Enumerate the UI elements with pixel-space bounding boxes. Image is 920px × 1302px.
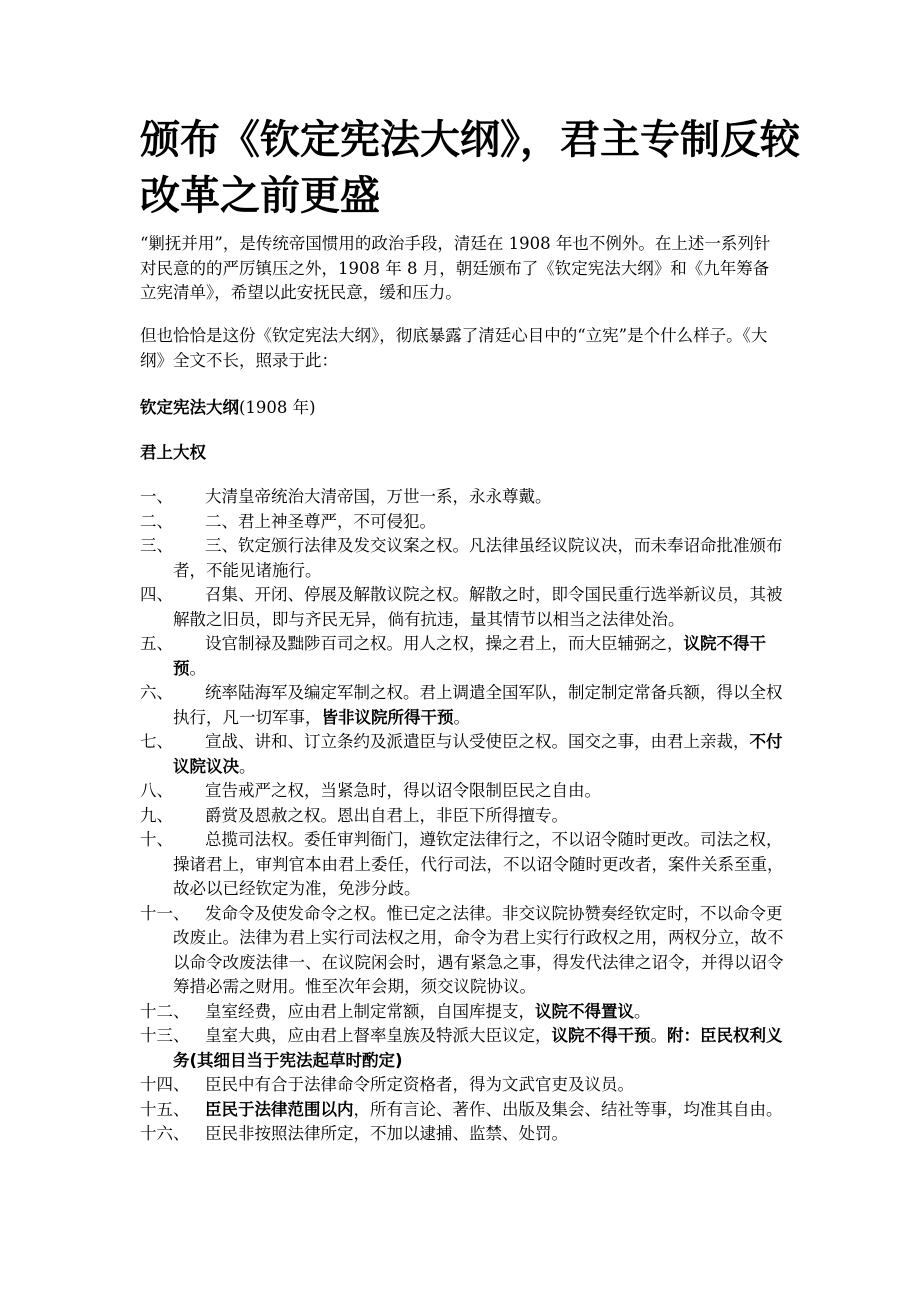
article-text (173, 1024, 785, 1073)
article-text-segment: 大清皇帝统治大清帝国，万世一系，永永尊戴。 (205, 487, 552, 506)
article-list (140, 485, 785, 1147)
article-item (140, 583, 785, 632)
article-text (173, 1122, 785, 1147)
article-text (173, 902, 785, 1000)
article-item (140, 485, 785, 510)
article-text (173, 534, 785, 583)
article-number: 十六、 (140, 1124, 190, 1143)
article-number: 十五、 (140, 1099, 190, 1119)
intro-paragraph-2: 但也恰恰是这份《钦定宪法大纲》，彻底暴露了清廷心目中的“立宪”是个什么样子。《大纲》全文不长，照录于此： (140, 326, 768, 370)
article-text-segment: 三、钦定颁行法律及发交议案之权。凡法律虽经议院议决，而未奉诏命批准颁布者，不能见诸施行。 (173, 536, 783, 580)
article-number: 五、 (140, 634, 173, 653)
article-item (140, 1122, 785, 1147)
article-item (140, 510, 785, 535)
article-item (140, 902, 785, 1000)
article-text-emphasis: 附：臣民权利义务(其细目当于宪法起草时酌定) (173, 1026, 783, 1070)
article-text-emphasis: 不付议院议决 (173, 732, 783, 776)
article-text (173, 1073, 785, 1098)
article-item (140, 632, 785, 681)
article-text-segment: 。 (634, 1001, 651, 1021)
article-text-segment: 臣民中有合于法律命令所定资格者，得为文武官吏及议员。 (205, 1075, 634, 1094)
article-text-segment: 二、君上神圣尊严，不可侵犯。 (205, 511, 436, 531)
article-number: 六、 (140, 683, 173, 702)
article-text (173, 828, 785, 902)
article-item (140, 779, 785, 804)
article-text-emphasis: 议院不得干预 (551, 1026, 651, 1045)
article-text-emphasis: 议院不得置议 (535, 1001, 634, 1021)
article-text (173, 730, 785, 779)
article-text-segment: 。 (239, 756, 256, 776)
article-number: 七、 (140, 732, 173, 751)
article-text (173, 1098, 785, 1123)
article-text (173, 779, 785, 804)
article-item (140, 1073, 785, 1098)
article-text-segment: 发命令及使发命令之权。惟已定之法律。非交议院协赞奏经钦定时，不以命令更改废止。法律为君上实行司法权之用，命令为君上实行行政权之用，两权分立，故不以命令改废法律一、在议院闲会时，遇有紧急之事，得发代法律之诏令，并得以诏令筹措必需之财用。惟至次年会期，须交议院协议。 (173, 903, 784, 996)
section-title: 君上大权 (140, 443, 206, 462)
article-text-segment: 统率陆海军及编定军制之权。君上调遣全国军队，制定制定常备兵额，得以全权执行，凡一切军事， (173, 683, 783, 727)
article-number: 二、 (140, 511, 173, 531)
article-text-segment: 召集、开闭、停展及解散议院之权。解散之时，即令国民重行选举新议员，其被解散之旧员，即与齐民无异，倘有抗违，量其情节以相当之法律处治。 (173, 585, 783, 629)
constitution-heading (140, 396, 316, 420)
article-number: 一、 (140, 487, 173, 506)
article-item (140, 1098, 785, 1123)
article-text-segment: 宣战、讲和、订立条约及派遣臣与认受使臣之权。国交之事，由君上亲裁， (205, 732, 750, 751)
article-number: 十四、 (140, 1075, 190, 1094)
article-item (140, 1024, 785, 1073)
article-text (173, 485, 785, 510)
article-number: 八、 (140, 781, 173, 800)
article-number: 十一、 (140, 903, 190, 923)
article-number: 十二、 (140, 1001, 190, 1021)
article-text (173, 632, 785, 681)
article-text-emphasis: 皆非议院所得干预 (321, 707, 454, 727)
constitution-heading-title: 钦定宪法大纲 (140, 398, 239, 417)
article-item (140, 828, 785, 902)
article-text-segment: 。 (453, 707, 470, 727)
document-title: 颁布《钦定宪法大纲》，君主专制反较改革之前更盛 (140, 117, 800, 219)
article-item (140, 730, 785, 779)
article-number: 三、 (140, 536, 173, 555)
article-item (140, 804, 785, 829)
article-text (173, 510, 785, 535)
article-text-segment: 设官制禄及黜陟百司之权。用人之权，操之君上，而大臣辅弼之， (205, 634, 684, 653)
article-text-segment: ，所有言论、著作、出版及集会、结社等事，均准其自由。 (353, 1099, 783, 1119)
article-item (140, 681, 785, 730)
article-text-segment: 。 (650, 1026, 667, 1045)
article-text (173, 1000, 785, 1025)
article-text (173, 804, 785, 829)
article-text-segment: 。 (189, 658, 206, 678)
article-text-segment: 宣告戒严之权，当紧急时，得以诏令限制臣民之自由。 (205, 781, 601, 800)
article-text-segment: 总揽司法权。委任审判衙门，遵钦定法律行之，不以诏令随时更改。司法之权，操诸君上，审判官本由君上委任，代行司法，不以诏令随时更改者，案件关系至重，故必以已经钦定为准，免涉分歧。 (173, 830, 784, 898)
article-number: 四、 (140, 585, 173, 604)
article-number: 十三、 (140, 1026, 190, 1045)
article-number: 九、 (140, 805, 173, 825)
article-text-emphasis: 臣民于法律范围以内 (205, 1099, 354, 1119)
article-text (173, 583, 785, 632)
article-number: 十、 (140, 830, 173, 849)
article-text-segment: 皇室经费，应由君上制定常额，自国库提支， (205, 1001, 535, 1021)
article-text-segment: 爵赏及恩赦之权。恩出自君上，非臣下所得擅专。 (205, 805, 568, 825)
article-text-segment: 皇室大典，应由君上督率皇族及特派大臣议定， (205, 1026, 552, 1045)
article-text-segment: 臣民非按照法律所定，不加以逮捕、监禁、处罚。 (205, 1124, 568, 1143)
article-item (140, 1000, 785, 1025)
article-text (173, 681, 785, 730)
article-item (140, 534, 785, 583)
intro-paragraph-1: “剿抚并用”，是传统帝国惯用的政治手段，清廷在 1908 年也不例外。在上述一系列针对民意的的严厉镇压之外，1908 年 8 月，朝廷颁布了《钦定宪法大纲》和《九年筹备立宪清单》，希望以此安抚民意，缓和压力。 (140, 234, 771, 302)
article-text-emphasis: 议院不得干预 (173, 634, 766, 678)
constitution-heading-year: (1908 年) (239, 398, 316, 417)
